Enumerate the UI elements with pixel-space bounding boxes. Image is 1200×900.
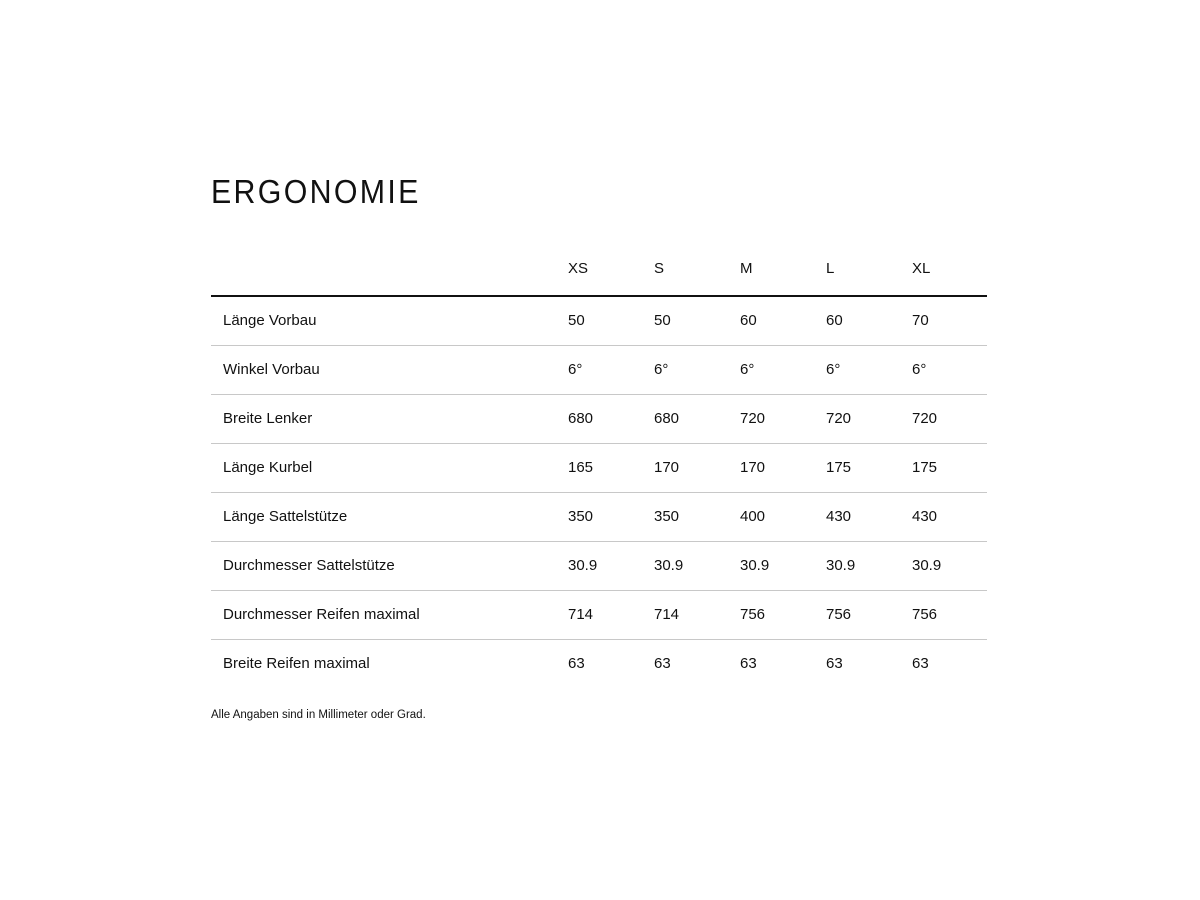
- row-label: Länge Kurbel: [211, 443, 556, 492]
- cell-value: 30.9: [728, 541, 814, 590]
- cell-value: 720: [900, 394, 987, 443]
- cell-value: 680: [642, 394, 728, 443]
- row-label: Durchmesser Sattelstütze: [211, 541, 556, 590]
- table-row: [211, 639, 987, 688]
- cell-value: 430: [814, 492, 900, 541]
- cell-value: 175: [900, 443, 987, 492]
- table-row: [211, 296, 987, 345]
- cell-value: 6°: [556, 345, 642, 394]
- cell-value: 720: [728, 394, 814, 443]
- table-row: [211, 345, 987, 394]
- column-header-m: M: [728, 246, 814, 296]
- column-header-s: S: [642, 246, 728, 296]
- cell-value: 175: [814, 443, 900, 492]
- row-label: Länge Sattelstütze: [211, 492, 556, 541]
- cell-value: 63: [654, 655, 671, 673]
- cell-value: 30.9: [556, 541, 642, 590]
- column-header-l: L: [814, 246, 900, 296]
- cell-value: 165: [556, 443, 642, 492]
- cell-value: 60: [728, 296, 814, 345]
- row-label: Winkel Vorbau: [211, 345, 556, 394]
- cell-value: 50: [556, 296, 642, 345]
- table-row: [211, 443, 987, 492]
- units-note: Alle Angaben sind in Millimeter oder Grad.: [211, 709, 426, 721]
- cell-value: 350: [556, 492, 642, 541]
- column-header-label: [211, 246, 556, 296]
- cell-value: 680: [556, 394, 642, 443]
- cell-value: 63: [912, 655, 929, 673]
- cell-value: 170: [642, 443, 728, 492]
- cell-value: 30.9: [642, 541, 728, 590]
- cell-value: 30.9: [814, 541, 900, 590]
- cell-value: 6°: [728, 345, 814, 394]
- cell-value: 6°: [814, 345, 900, 394]
- cell-value: 400: [728, 492, 814, 541]
- cell-value: 170: [728, 443, 814, 492]
- row-label: Länge Vorbau: [211, 296, 556, 345]
- table-row: [211, 590, 987, 639]
- cell-value: 756: [814, 590, 900, 639]
- row-label: Durchmesser Reifen maximal: [211, 590, 556, 639]
- cell-value: 30.9: [900, 541, 987, 590]
- cell-value: 350: [642, 492, 728, 541]
- cell-value: 60: [814, 296, 900, 345]
- cell-value: 6°: [900, 345, 987, 394]
- cell-value: 756: [728, 590, 814, 639]
- section-title: ERGONOMIE: [211, 173, 421, 210]
- cell-value: 63: [568, 655, 585, 673]
- cell-value: 63: [826, 655, 843, 673]
- table-row: [211, 492, 987, 541]
- cell-value: 50: [642, 296, 728, 345]
- cell-value: 714: [556, 590, 642, 639]
- table-row: [211, 541, 987, 590]
- column-header-xs: XS: [556, 246, 642, 296]
- cell-value: 6°: [642, 345, 728, 394]
- column-header-xl: XL: [900, 246, 987, 296]
- cell-value: 70: [900, 296, 987, 345]
- cell-value: 63: [740, 655, 757, 673]
- cell-value: 714: [642, 590, 728, 639]
- table-header-row: [211, 246, 987, 296]
- table-row: [211, 394, 987, 443]
- ergonomie-section: [211, 170, 987, 722]
- row-label: Breite Reifen maximal: [223, 655, 370, 673]
- cell-value: 720: [814, 394, 900, 443]
- cell-value: 756: [900, 590, 987, 639]
- cell-value: 430: [900, 492, 987, 541]
- geometry-table: [211, 246, 987, 688]
- row-label: Breite Lenker: [211, 394, 556, 443]
